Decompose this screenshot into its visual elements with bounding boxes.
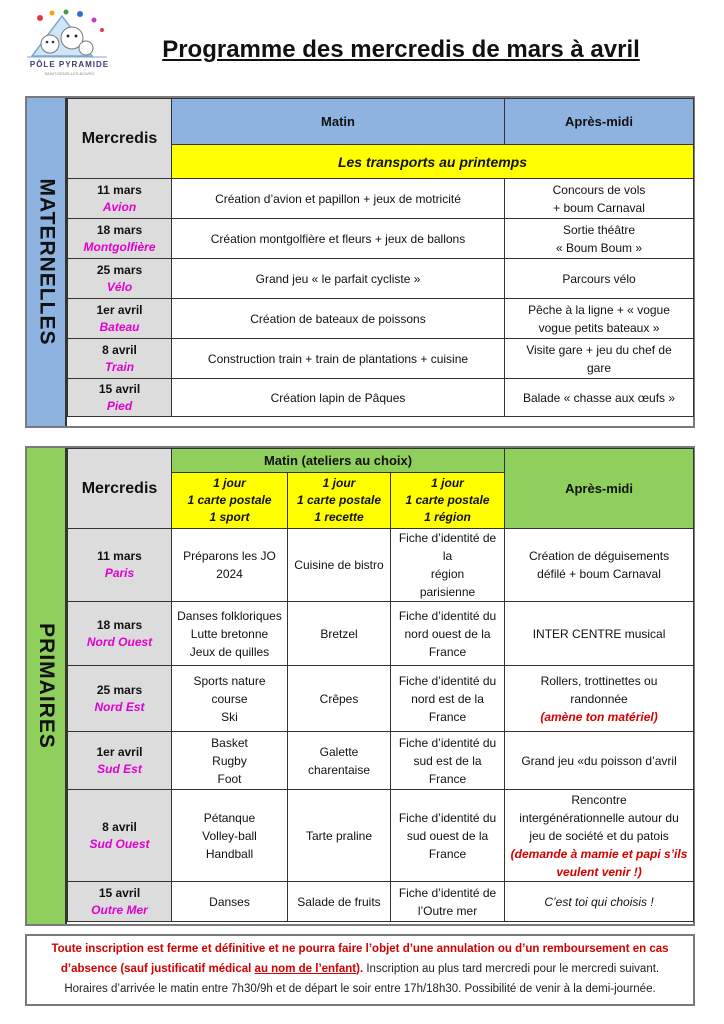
theme-subtitle: Vélo [106,279,133,294]
afternoon-text: défilé + boum Carnaval [537,567,661,581]
region-activity [391,602,505,666]
date-cell [68,179,172,219]
afternoon-activity [505,219,694,259]
date-cell [68,259,172,299]
theme-subtitle: Outre Mer [91,902,148,917]
recipe-activity [288,602,391,666]
sport-activity [172,602,288,666]
date-cell [68,339,172,379]
primaires-section [25,446,695,926]
afternoon-activity [505,666,694,732]
maternelles-table [67,98,694,417]
afternoon-text: Rollers, trottinettes ou [540,673,658,688]
region-activity-line: Fiche d’identité du [398,673,497,688]
footer-warning-underlined: au nom de l’enfant [254,963,357,975]
afternoon-text: Parcours vélo [562,271,636,286]
morning-activity [172,259,505,299]
afternoon-activity [505,529,694,602]
logo-subcaption: SAINT-DENIS-LES-BOURG [44,71,95,76]
table-row [68,666,694,732]
recipe-activity [288,790,391,882]
morning-text: Création lapin de Pâques [270,390,406,405]
table-row [68,602,694,666]
region-activity [391,732,505,790]
footer-inscription: Inscription au plus tard mercredi pour le mercredi suivant. [363,963,660,975]
region-activity-line: France [428,644,467,659]
header-line: 1 jour [431,476,464,490]
afternoon-text: jeu de société et du patois [529,828,669,843]
theme-subtitle: Sud Est [97,761,142,776]
header-mercredis: Mercredis [68,99,172,179]
region-activity-line: nord ouest de la [404,626,491,641]
date-label: 15 avril [98,885,141,900]
recipe-activity-line: Galette [319,744,359,759]
date-cell [68,379,172,417]
table-row [68,379,694,417]
afternoon-activity [505,732,694,790]
afternoon-text: Sortie théâtre [562,222,636,237]
afternoon-text: Pêche à la ligne + « vogue [528,302,670,317]
date-cell [68,790,172,882]
afternoon-activity [505,179,694,219]
afternoon-text: INTER CENTRE musical [532,626,666,641]
header-line: 1 recette [314,510,364,524]
sport-activity [172,882,288,922]
morning-text: Création d’avion et papillon + jeux de motricité [215,191,461,206]
afternoon-activity [505,299,694,339]
morning-text: Grand jeu « le parfait cycliste » [255,271,421,286]
date-label: 25 mars [96,682,143,697]
table-row [68,732,694,790]
afternoon-text: Visite gare + jeu du chef de [526,342,672,357]
afternoon-activity [505,882,694,922]
recipe-activity [288,666,391,732]
recipe-activity [288,882,391,922]
region-activity-line: parisienne [419,585,476,599]
morning-activity [172,299,505,339]
logo-caption: PÔLE PYRAMIDE [29,60,110,69]
date-label: 8 avril [102,342,137,357]
recipe-activity [288,529,391,602]
table-row [68,259,694,299]
sport-activity-line: Danses folkloriques [177,608,282,623]
header-line: 1 carte postale [405,493,490,507]
logo [22,8,117,76]
afternoon-text: Création de déguisements [528,549,670,563]
sport-activity-line: Ski [221,709,238,724]
sport-activity-line: Handball [205,846,254,861]
morning-text: Création de bateaux de poissons [250,311,426,326]
table-row [68,529,694,602]
table-row [68,339,694,379]
recipe-activity [288,732,391,790]
region-activity-line: Fiche d’identité du [398,608,497,623]
afternoon-activity [505,339,694,379]
header-apres-midi: Après-midi [505,449,694,529]
region-activity-line: nord est de la [411,691,484,706]
recipe-activity-line: Tarte praline [305,828,373,843]
recipe-activity-line: Bretzel [320,626,358,641]
date-label: 11 mars [97,182,142,197]
header-matin: Matin (ateliers au choix) [172,449,505,473]
sport-activity-line: Sports nature [193,673,266,688]
date-cell [68,732,172,790]
date-cell [68,299,172,339]
afternoon-text: C’est toi qui choisis ! [544,894,654,909]
morning-text: Création montgolfière et fleurs + jeux de ballons [210,231,466,246]
afternoon-note: (amène ton matériel) [540,709,658,724]
date-label: 1er avril [96,302,143,317]
header-line: 1 carte postale [187,493,272,507]
region-activity-line: Fiche d’identité de la [398,531,497,563]
region-activity-line: l’Outre mer [417,903,478,918]
region-activity [391,790,505,882]
footer-hours: Horaires d’arrivée le matin entre 7h30/9h et de départ le soir entre 17h/18h30. Possibilité de venir à la demi-journée. [64,983,656,995]
date-label: 1er avril [96,744,143,759]
sport-activity-line: Foot [217,771,242,786]
table-row [68,299,694,339]
date-label: 11 mars [97,549,142,563]
header-apres-midi: Après-midi [505,99,694,145]
header-line: 1 carte postale [296,493,382,507]
header-line: 1 jour [322,476,356,490]
table-row [68,882,694,922]
theme-subtitle: Montgolfière [83,239,156,254]
date-label: 15 avril [98,381,141,396]
header-line: 1 sport [209,510,250,524]
afternoon-activity [505,379,694,417]
recipe-activity-line: Crêpes [319,691,359,706]
date-label: 18 mars [96,617,143,632]
theme-subtitle: Sud Ouest [89,836,150,851]
region-activity-line: Fiche d’identité du [398,735,497,750]
sport-activity-line: 2024 [216,567,243,581]
theme-subtitle: Pied [106,398,133,413]
morning-activity [172,179,505,219]
morning-text: Construction train + train de plantations + cuisine [207,351,469,366]
morning-activity [172,219,505,259]
table-row [68,790,694,882]
theme-subtitle: Train [104,359,135,374]
footer-warning: Toute inscription est ferme et définitive et ne pourra faire l’objet d’une annulation ou d’un remboursement en cas d’absence (sauf justificatif médical [51,943,669,975]
afternoon-note: (demande à mamie et papi s’ils [510,846,688,861]
afternoon-activity [505,790,694,882]
theme-subtitle: Paris [104,566,135,580]
header-line: 1 jour [213,476,246,490]
header-mercredis: Mercredis [68,449,172,529]
theme-subtitle: Nord Est [94,699,145,714]
table-row [68,219,694,259]
sport-activity-line: course [211,691,248,706]
afternoon-activity [505,602,694,666]
recipe-activity-line: Salade de fruits [297,894,381,909]
region-activity-line: France [428,846,467,861]
region-activity-line: sud est de la France [413,753,482,786]
theme-subtitle: Nord Ouest [86,634,153,649]
afternoon-text: Balade « chasse aux œufs » [522,390,676,405]
sport-activity-line: Danses [209,894,250,909]
theme-banner: Les transports au printemps [172,145,694,179]
header-region [391,473,505,529]
date-label: 18 mars [96,222,143,237]
afternoon-text: Rencontre [571,792,627,807]
region-activity-line: Fiche d’identité de [398,885,497,900]
date-cell [68,666,172,732]
header-recette [288,473,391,529]
morning-activity [172,379,505,417]
page-title: Programme des mercredis de mars à avril [162,36,640,63]
sport-activity [172,529,288,602]
theme-subtitle: Avion [102,199,137,214]
afternoon-text: randonnée [570,691,628,706]
date-label: 8 avril [102,819,137,834]
region-activity-line: France [428,709,467,724]
sport-activity-line: Volley-ball [202,828,257,843]
sport-activity [172,790,288,882]
morning-activity [172,339,505,379]
region-activity [391,666,505,732]
header-matin: Matin [172,99,505,145]
sport-activity-line: Basket [211,735,248,750]
maternelles-side-label: MATERNELLES [27,98,67,426]
date-cell [68,602,172,666]
maternelles-section [25,96,695,428]
afternoon-text: + boum Carnaval [553,200,645,215]
footer-notice [25,934,695,1006]
afternoon-activity [505,259,694,299]
afternoon-text: Grand jeu «du poisson d’avril [521,753,677,768]
afternoon-text: Concours de vols [552,182,646,197]
afternoon-note: veulent venir !) [556,864,642,879]
afternoon-text: vogue petits bateaux » [538,320,660,335]
sport-activity-line: Jeux de quilles [189,644,270,659]
sport-activity [172,666,288,732]
pyramid-kids-logo-icon [22,8,117,60]
header-line: 1 région [424,510,471,524]
afternoon-text: gare [586,360,612,375]
sport-activity-line: Préparons les JO [183,549,276,563]
sport-activity [172,732,288,790]
date-label: 25 mars [96,262,143,277]
region-activity-line: région [430,567,465,581]
primaires-side-label: PRIMAIRES [27,448,67,924]
region-activity-line: Fiche d’identité du [398,810,497,825]
footer-warning-end: ). [356,963,364,975]
region-activity-line: sud ouest de la [406,828,489,843]
primaires-table [67,448,694,922]
afternoon-text: intergénérationnelle autour du [519,810,679,825]
recipe-activity-line: Cuisine de bistro [294,558,384,572]
sport-activity-line: Lutte bretonne [190,626,269,641]
date-cell [68,882,172,922]
sport-activity-line: Pétanque [203,810,256,825]
date-cell [68,219,172,259]
theme-subtitle: Bateau [99,319,140,334]
sport-activity-line: Rugby [212,753,247,768]
header-sport [172,473,288,529]
recipe-activity-line: charentaise [307,762,371,777]
date-cell [68,529,172,602]
region-activity [391,882,505,922]
region-activity [391,529,505,602]
table-row [68,179,694,219]
afternoon-text: « Boum Boum » [555,240,643,255]
